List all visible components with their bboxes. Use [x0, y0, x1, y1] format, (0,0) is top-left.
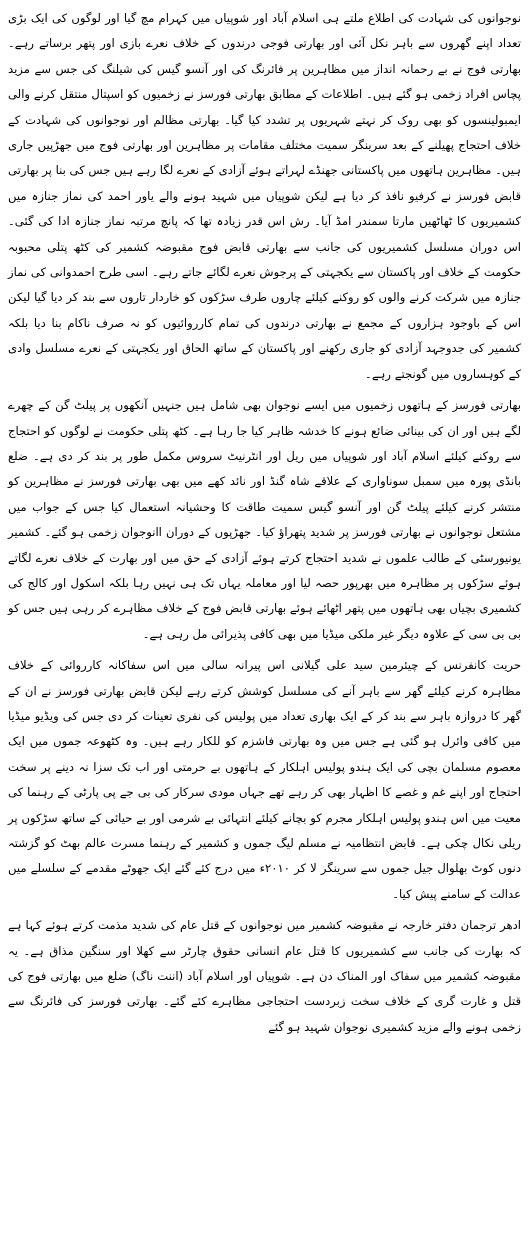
article-paragraph-4: ادھر ترجمان دفتر خارجہ نے مقبوضہ کشمیر میں نوجوانوں کے قتل عام کی شدید مذمت کرتے ہوئے کہا ہے کہ بھارت کی جانب سے کشمیریوں کا قتل عام انسانی حقوق چارٹر سے کھلا اور سنگین مذاق ہے۔ یہ مقبوضہ کشمیر میں سفاک اور المناک دن ہے۔ شوپیاں اور اسلام آباد (اننت ناگ) ضلع میں بھارتی فوج کی قتل و غارت گری کے خلاف سخت زبردست احتجاجی مظاہرے کئے گئے۔ بھارتی فورسز کی فائرنگ سے زخمی ہونے والے مزید کشمیری نوجوان شہید ہو گئے: [8, 918, 521, 1034]
article-paragraph-3: حریت کانفرنس کے چیئرمین سید علی گیلانی اس پیرانہ سالی میں اس سفاکانہ کارروائی کے خلاف مظاہرہ کرنے کیلئے گھر سے باہر آنے کی مسلسل کوشش کرتے رہے لیکن قابض بھارتی فورسز نے ان کے گھر کا دروازہ باہر سے بند کر کے ایک بھاری تعداد میں پولیس کی نفری تعینات کر دی جس کی ویڈیو میڈیا میں کافی وائرل ہو گئی ہے جس میں وہ بھارتی فاشزم کو للکار رہے ہیں۔ وہ کٹھوعہ جموں میں ایک معصوم مسلمان بچی کی ایک ہندو پولیس اہلکار کے ہاتھوں بے حرمتی اور اب تک سزا نہ دینے پر سخت احتجاج اور اپنے غم و غصے کا اظہار بھی کر رہے تھے جہاں مودی سرکار کی بی جے پی پارٹی کے رہنما کی معیت میں اس ہندو پولیس اہلکار مجرم کو بچانے کیلئے انتہائی بے شرمی اور بے حیائی کے ساتھ سڑکوں پر ریلی نکال چکی ہے۔ قابض انتظامیہ نے مسلم لیگ جموں و کشمیر کے رہنما مسرت عالم بھٹ کو گزشتہ دنوں کوٹ بھلوال جیل جموں سے سرینگر لا کر ۲۰۱۰ء میں درج کئے گئے ایک جھوٹے مقدمے کے سلسلے میں عدالت کے سامنے پیش کیا۔: [8, 658, 521, 901]
article-paragraph-2: بھارتی فورسز کے ہاتھوں زخمیوں میں ایسے نوجوان بھی شامل ہیں جنہیں آنکھوں پر پیلٹ گن کے چھرے لگے ہیں اور ان کی بینائی ضائع ہونے کا خدشہ ظاہر کیا جا رہا ہے۔ کٹھ پتلی حکومت نے لوگوں کو احتجاج سے روکنے کیلئے اسلام آباد اور شوپیاں میں ریل اور انٹرنیٹ سروس مکمل طور پر بند کر دی ہے۔ ضلع بانڈی پورہ میں سمبل سوناواری کے علاقے شاہ گنڈ اور نائد کھے میں بھی بھارتی فورسز نے مظاہرین کو منتشر کرنے کیلئے پیلٹ گن اور آنسو گیس سمیت طاقت کا وحشیانہ استعمال کیا جس کے جواب میں مشتعل نوجوانوں نے بھارتی فورسز پر شدید پتھراؤ کیا۔ جھڑپوں کے دوران اانوجوان زخمی ہو گئے۔ کشمیر یونیورسٹی کے طالب علموں نے شدید احتجاج کرتے ہوئے آزادی کے حق میں اور بھارت کے خلاف نعرے لگاتے ہوئے سڑکوں پر مظاہرہ میں بھرپور حصہ لیا اور معاملہ یہاں تک ہی نہیں رہا بلکہ اسکول اور کالج کی کشمیری بچیاں بھی ہاتھوں میں پتھر اٹھائے ہوئے بھارتی قابض فوج کے خلاف مظاہرے کر رہی ہیں جس کو بی بی سی کے علاوہ دیگر غیر ملکی میڈیا میں بھی کافی پذیرائی مل رہی ہے۔: [8, 398, 521, 641]
article-paragraph-1: نوجوانوں کی شہادت کی اطلاع ملتے ہی اسلام آباد اور شوپیاں میں کہرام مچ گیا اور لوگوں کی ایک بڑی تعداد اپنے گھروں سے باہر نکل آئی اور بھارتی فوجی درندوں کے خلاف نعرے بازی اور پتھر برساتے رہے۔ بھارتی فوج نے بے رحمانہ انداز میں مظاہرین پر فائرنگ کی اور آنسو گیس کی شیلنگ کی جس سے مزید پچاس افراد زخمی ہو گئے ہیں۔ اطلاعات کے مطابق بھارتی فورسز نے زخمیوں کو اسپتال منتقل کرنے والی ایمبولینسوں کو بھی روک کر نہتے شہریوں پر تشدد کیا گیا۔ بھارتی مظالم اور نوجوانوں کی شہادت کے خلاف احتجاج پھیلنے کے بعد سرینگر سمیت مختلف مقامات پر مظاہرین اور بھارتی فوج میں جھڑپیں جاری ہیں۔ مظاہرین ہاتھوں میں پاکستانی جھنڈے لہراتے ہوئے آزادی کے نعرے لگا رہے ہیں جس کی بنا پر بھارتی قابض فورسز نے کرفیو نافذ کر دیا ہے لیکن شوپیاں میں شہید ہونے والے یاور احمد کی نماز جنازہ میں کشمیریوں کا ٹھاٹھیں مارتا سمندر امڈ آیا۔ رش اس قدر زیادہ تھا کہ پانچ مرتبہ نماز جنازہ ادا کی گئی۔ اس دوران مسلسل کشمیریوں کی جانب سے بھارتی قابض فوج مقبوضہ کشمیر کی کٹھ پتلی محبوبہ حکومت کے خلاف اور پاکستان سے یکجہتی کے پرجوش نعرے لگائے جاتے رہے۔ اسی طرح احمدوانی کی نماز جنازہ میں شرکت کرنے والوں کو روکنے کیلئے چاروں طرف سڑکوں کو خاردار تاروں سے بند کر دیا گیا لیکن اس کے باوجود ہزاروں کے مجمع نے بھارتی درندوں کی تمام کارروائیوں کو نہ صرف ناکام بنا دیا بلکہ کشمیر کی جدوجہد آزادی کو جاری رکھنے اور پاکستان کے ساتھ الحاق اور یکجہتی کے نعرے مسلسل وادی کے کوہساروں میں گونجتے رہے۔: [8, 11, 521, 381]
